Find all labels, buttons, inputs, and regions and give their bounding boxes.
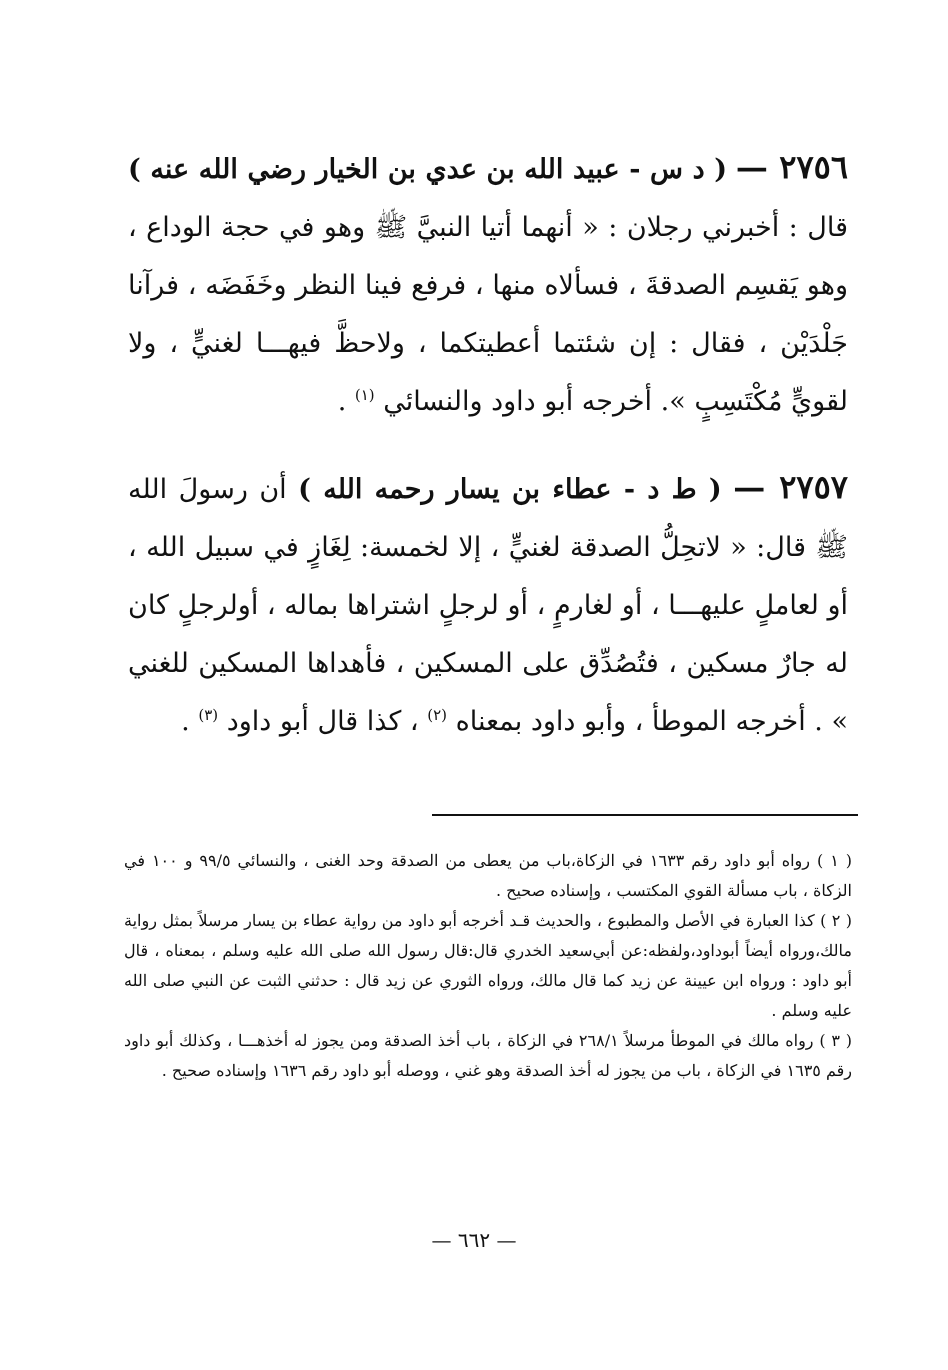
footnote-ref: (٣)	[198, 706, 219, 724]
footnote-ref: (١)	[354, 386, 375, 404]
hadith-2756	[128, 138, 848, 431]
hadith-text: قال : أخبرني رجلان : « أنهما أتيا النبيَّ ﷺ وهو في حجة الوداع ، وهو يَقسِم الصدقةَ ، فسألاه منها ، فرفع فينا النظر وخَفَضَه ، فرآنا جَلْدَيْن ، فقال : إن شئتما أعطيتكما ، ولاحظَّ فيهـــا لغنيٍّ ، ولا لقويٍّ مُكْتَسِبٍ ». أخرجه أبو داود والنسائي	[128, 212, 848, 417]
page-number: — ٦٦٢ —	[431, 1228, 517, 1252]
hadith-end: .	[181, 706, 190, 737]
footnote-3: ( ٣ ) رواه مالك في الموطأ مرسلاً ٢٦٨/١ في الزكاة ، باب أخذ الصدقة ومن يجوز له أخذهـــا ، وكذلك أبو داود رقم ١٦٣٥ في الزكاة ، باب من يجوز له أخذ الصدقة وهو غني ، ووصله أبو داود رقم ١٦٣٦ وإسناده صحيح .	[124, 1031, 853, 1080]
hadith-text: أن رسولَ الله ﷺ قال: « لاتحِلُّ الصدقة لغنيٍّ ، إلا لخمسة: لِغَازٍ في سبيل الله ، أو لعاملٍ عليهـــا ، أو لغارمٍ ، أو لرجلٍ اشتراها بماله ، أولرجلٍ كان له جارٌ مسكين ، فتُصُدِّق على المسكين ، فأهداها المسكين للغني » . أخرجه الموطأ ، وأبو داود بمعناه	[128, 474, 848, 737]
footnote-1: ( ١ ) رواه أبو داود رقم ١٦٣٣ في الزكاة،باب من يعطى من الصدقة وحد الغنى ، والنسائي ٩٩/٥ و ١٠٠ في الزكاة ، باب مسألة القوي المكتسب ، وإسناده صحيح .	[124, 851, 852, 900]
footnote-2: ( ٢ ) كذا العبارة في الأصل والمطبوع ، والحديث قـد أخرجه أبو داود من رواية عطاء بن يسار مرسلاً بمثل رواية مالك،ورواه أيضاً أبوداود،ولفظه:عن أبي‌سعيد الخدري قال:قال رسول الله صلى الله عليه وسلم ، بمعناه ، قال أبو داود : ورواه ابن عيينة عن زيد كما قال مالك، ورواه الثوري عن زيد قال : حدثني الثبت عن النبي صلى الله عليه وسلم .	[124, 911, 852, 1020]
hadith-text-continued: ، كذا قال أبو داود	[226, 706, 419, 737]
footnote-divider	[432, 814, 858, 816]
hadith-number: ٢٧٥٧ —	[733, 468, 848, 506]
hadith-2757	[128, 458, 848, 751]
footnotes	[124, 846, 852, 1086]
hadith-source: ( د س - عبيد الله بن عدي بن الخيار رضي الله عنه )	[128, 154, 728, 185]
hadith-source: ( ط د - عطاء بن يسار رحمه الله )	[298, 474, 722, 505]
footnote-ref: (٢)	[427, 706, 447, 724]
hadith-number: ٢٧٥٦ —	[735, 148, 848, 186]
hadith-end: .	[337, 386, 347, 417]
